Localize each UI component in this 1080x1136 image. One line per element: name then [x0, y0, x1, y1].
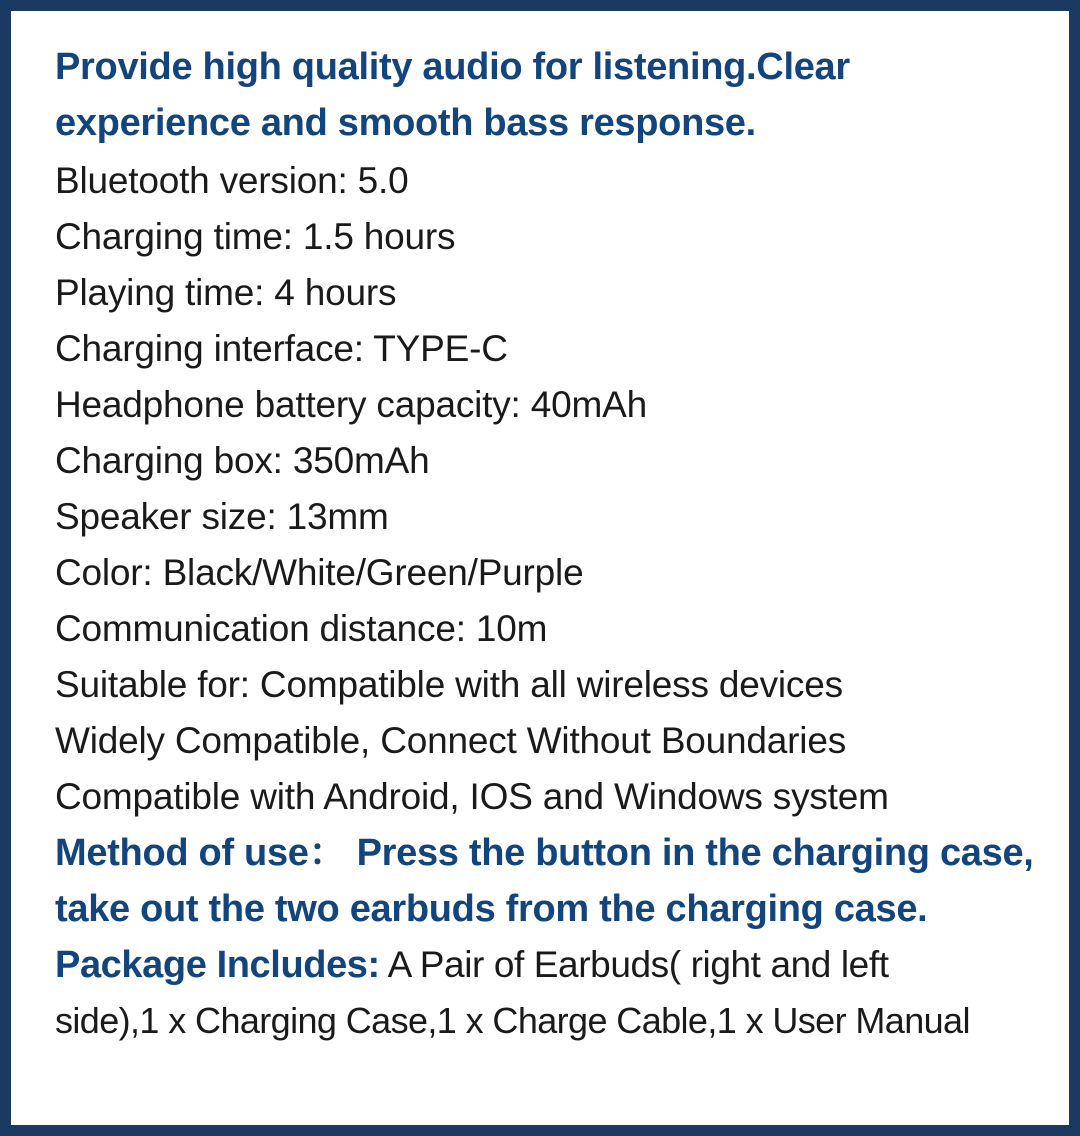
package-includes-value-line2: side),1 x Charging Case,1 x Charge Cable,1 x User Manual: [55, 1000, 970, 1041]
method-of-use-text: Method of use： Press the button in the charging case, take out the two earbuds from the charging case.: [55, 832, 1034, 930]
headline-text: Provide high quality audio for listening.Clear experience and smooth bass response.: [55, 46, 850, 144]
spec-line-os-compatibility: Compatible with Android, IOS and Windows system: [55, 776, 889, 817]
spec-line-widely-compatible: Widely Compatible, Connect Without Boundaries: [55, 720, 846, 761]
package-includes-value-line1: A Pair of Earbuds( right and left: [387, 944, 889, 985]
spec-line-charging-box: Charging box: 350mAh: [55, 440, 430, 481]
package-includes-label: Package Includes:: [55, 944, 380, 986]
spec-line-communication-distance: Communication distance: 10m: [55, 608, 548, 649]
spec-line-suitable-for: Suitable for: Compatible with all wireless devices: [55, 664, 843, 705]
headline-block: [55, 39, 1039, 151]
spec-line-speaker-size: Speaker size: 13mm: [55, 496, 389, 537]
spec-line-charging-interface: Charging interface: TYPE-C: [55, 328, 508, 369]
spec-line-charging-time: Charging time: 1.5 hours: [55, 216, 456, 257]
spec-line-playing-time: Playing time: 4 hours: [55, 272, 397, 313]
spec-line-headphone-battery-capacity: Headphone battery capacity: 40mAh: [55, 384, 647, 425]
spec-line-color: Color: Black/White/Green/Purple: [55, 552, 584, 593]
spec-line-bluetooth-version: Bluetooth version: 5.0: [55, 160, 409, 201]
package-includes-line: [55, 937, 1039, 993]
